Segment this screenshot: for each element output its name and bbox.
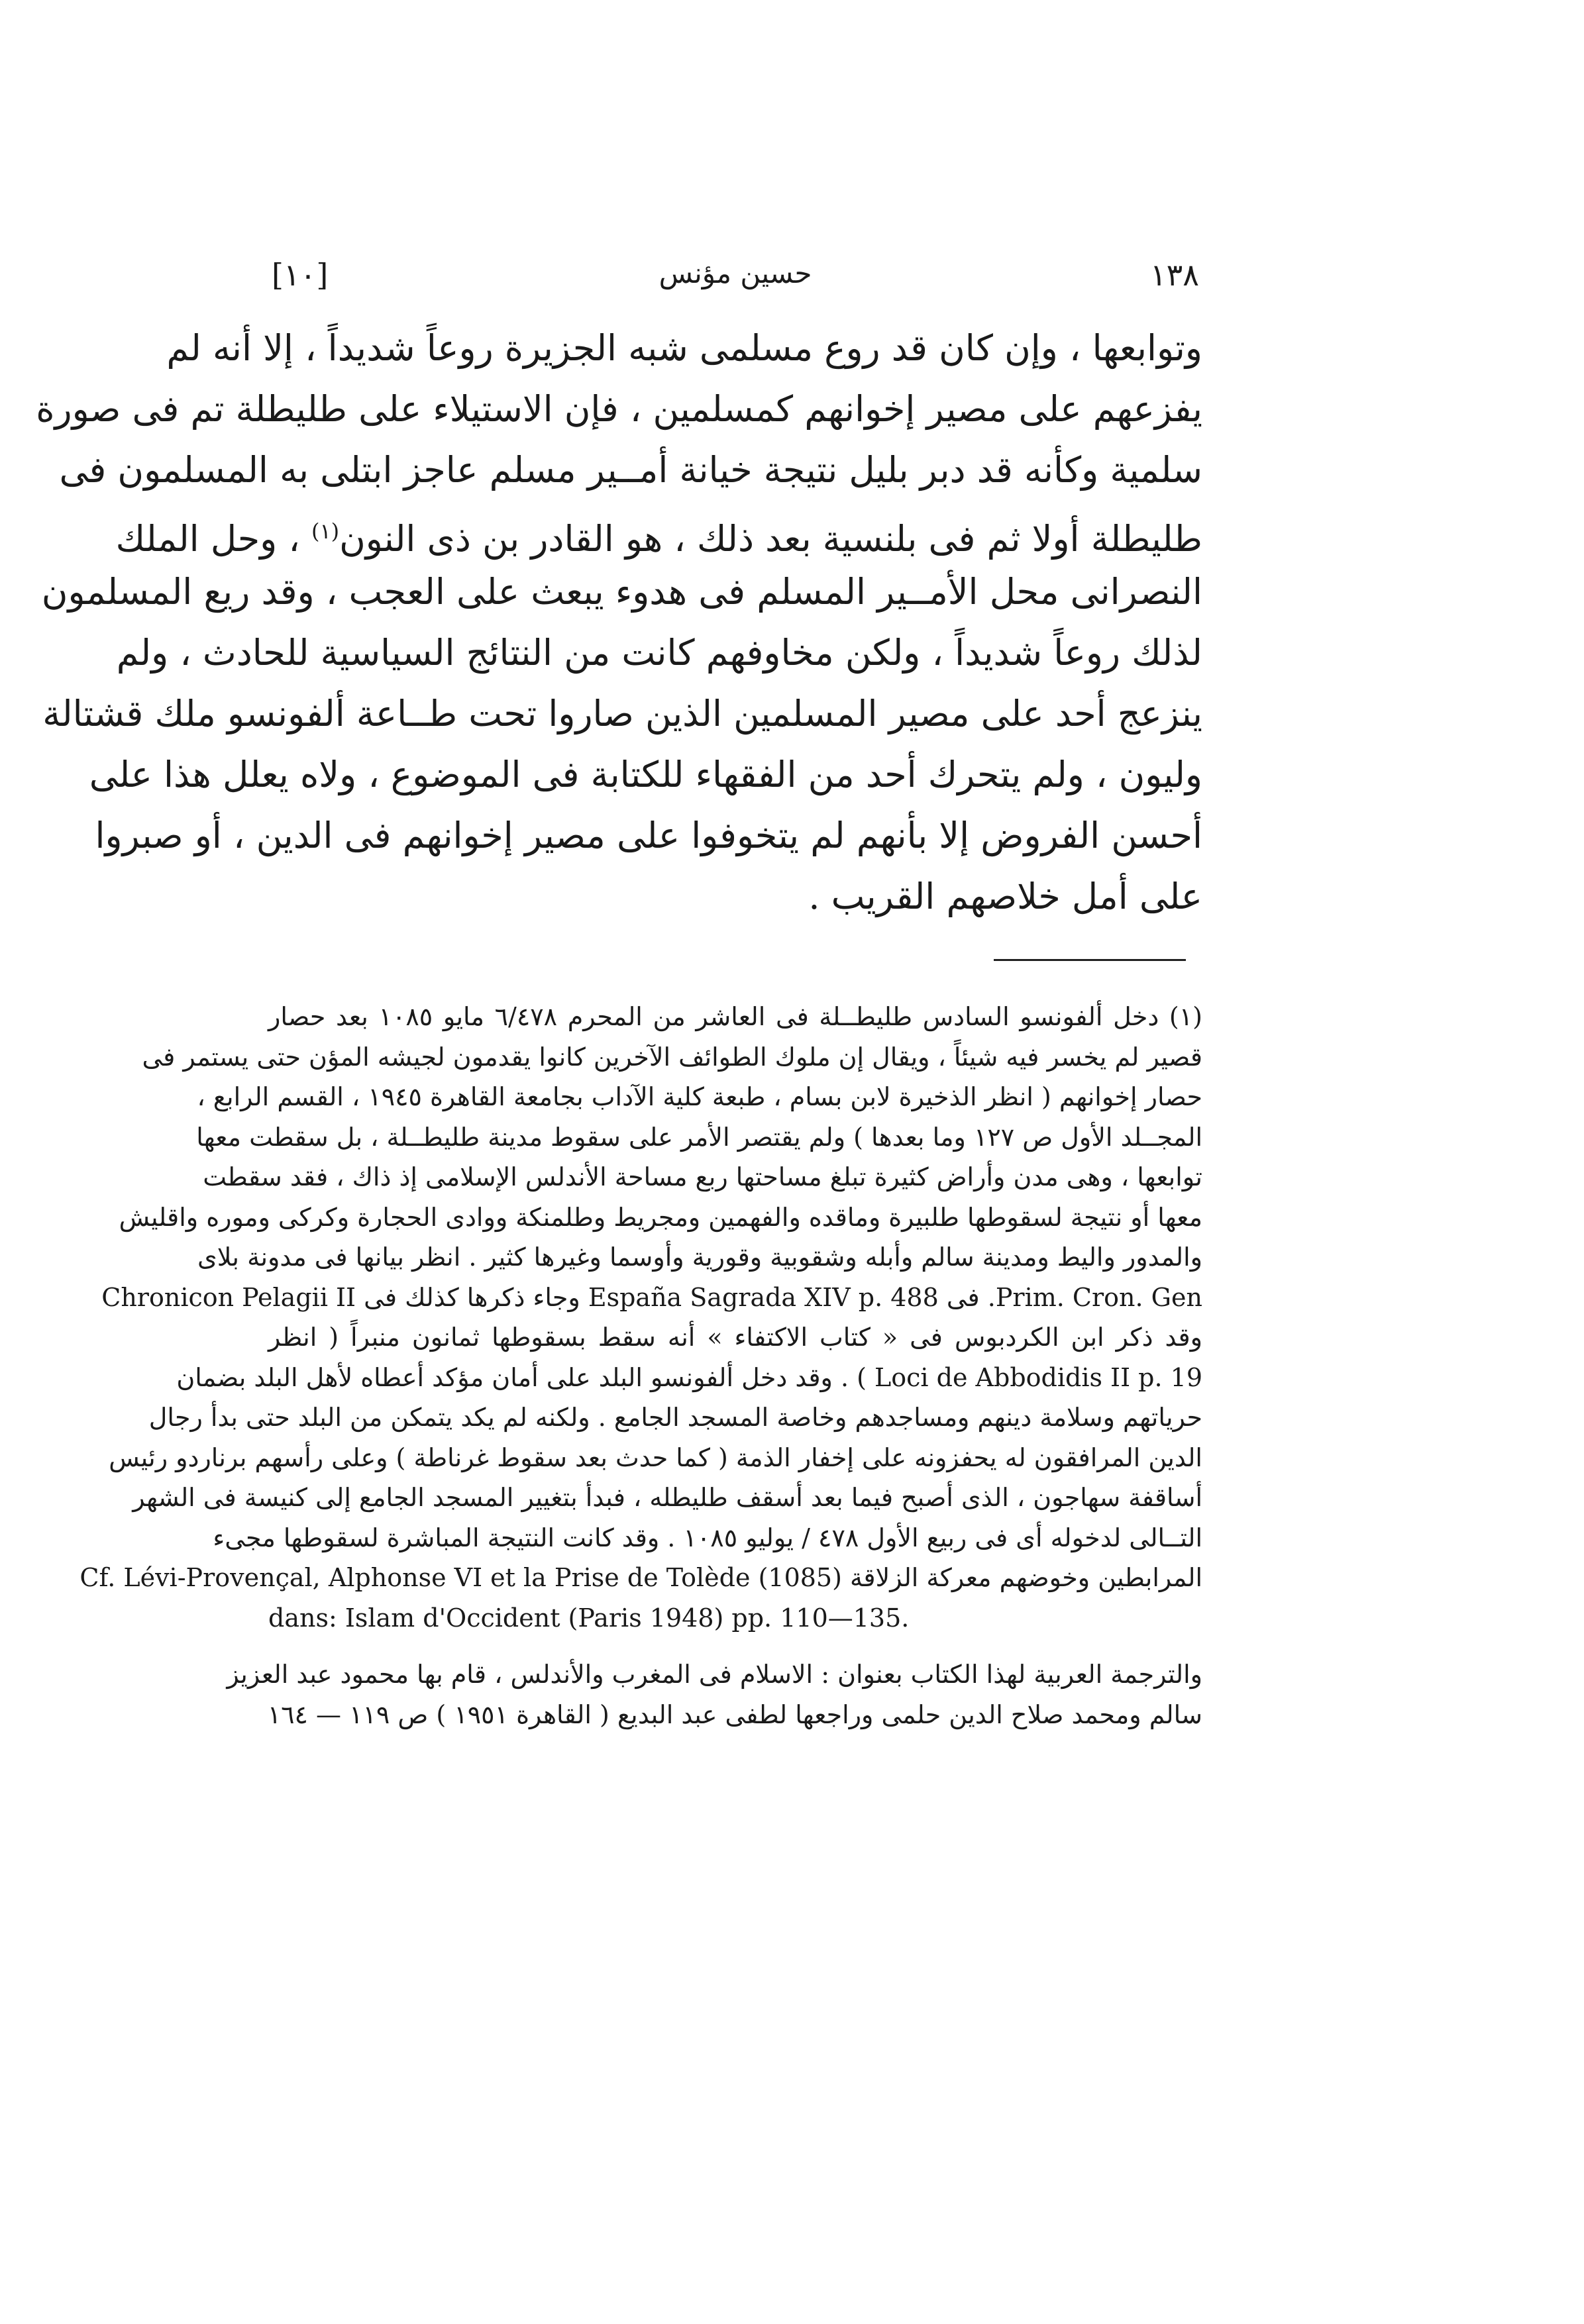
footnote-line: الدين المرافقون له يحفزونه على إخفار الذمة ( كما حدث بعد سقوط غرناطة ) وعلى رأسهم برناردو رئيس xyxy=(109,1442,1202,1472)
footnote-line: المرابطين وخوضهم معركة الزلاقة Cf. Lévi-Provençal, Alphonse VI et la Prise de Tolède (1085) xyxy=(79,1563,1202,1592)
footnote-line: قصير لم يخسر فيه شيئاً ، ويقال إن ملوك الطوائف الآخرين كانوا يقدمون لجيشه المؤن حتى يستمر فى xyxy=(142,1042,1202,1072)
footnote-line: معها أو نتيجة لسقوطها طلبيرة وماقده والفهمين ومجريط وطلمنكة ووادى الحجارة وكركى وموره واقليش xyxy=(119,1202,1202,1232)
footnote-line: Loci de Abbodidis II p. 19 ) . وقد دخل ألفونسو البلد على أمان مؤكد أعطاه لأهل البلد بضمان xyxy=(176,1362,1202,1392)
body-line: لذلك روعاً شديداً ، ولكن مخاوفهم كانت من النتائج السياسية للحادث ، ولم xyxy=(116,632,1202,674)
running-head-author: حسين مؤنس xyxy=(659,257,812,289)
body-line-text-tail: ، وحل الملك xyxy=(115,518,300,560)
translation-note-line: والترجمة العربية لهذا الكتاب بعنوان : الاسلام فى المغرب والأندلس ، قام بها محمود عبد العزيز xyxy=(227,1660,1202,1689)
body-line: يفزعهم على مصير إخوانهم كمسلمين ، فإن الاستيلاء على طليطلة تم فى صورة xyxy=(36,388,1202,430)
footnotes xyxy=(79,997,1202,1735)
footnote-line: (١) دخل ألفونسو السادس طليطــلة فى العاشر من المحرم ٦/٤٧٨ مايو ١٠٨٥ بعد حصار xyxy=(268,1002,1202,1031)
body-line: وليون ، ولم يتحرك أحد من الفقهاء للكتابة فى الموضوع ، ولاه يعلل هذا على xyxy=(89,754,1202,795)
footnote-line: وقد ذكر ابن الكردبوس فى « كتاب الاكتفاء » أنه سقط بسقوطها ثمانون منبراً ( انظر xyxy=(268,1323,1202,1352)
footnote-line-latin: dans: Islam d'Occident (Paris 1948) pp. 110—135. xyxy=(268,1603,910,1633)
footnote-line: المجــلد الأول ص ١٢٧ وما بعدها ) ولم يقتصر الأمر على سقوط مدينة طليطــلة ، بل سقطت معها xyxy=(196,1122,1202,1152)
body-line: ينزعج أحد على مصير المسلمين الذين صاروا تحت طــاعة ألفونسو ملك قشتالة xyxy=(42,693,1202,734)
body-line: على أمل خلاصهم القريب . xyxy=(808,876,1202,917)
page-header xyxy=(272,257,1199,303)
footnote-gap xyxy=(268,1638,1202,1654)
body-line: النصرانى محل الأمــير المسلم فى هدوء يبعث على العجب ، وقد ريع المسلمون xyxy=(41,571,1202,613)
footnote-separator-rule xyxy=(994,959,1186,961)
footnote-line: Prim. Cron. Gen. فى España Sagrada XIV p. 488 وجاء ذكرها كذلك فى Chronicon Pelagii II xyxy=(101,1282,1202,1312)
footnote-line: والمدور واليط ومدينة سالم وأبله وشقوبية وقورية وأوسما وغيرها كثير . انظر بيانها فى مدونة بلاى xyxy=(197,1242,1202,1272)
translation-note-line: سالم ومحمد صلاح الدين حلمى وراجعها لطفى عبد البديع ( القاهرة ١٩٥١ ) ص ١١٩ — ١٦٤ xyxy=(267,1699,1202,1729)
body-line-with-footnote xyxy=(115,501,1202,562)
page-number: ١٣٨ xyxy=(1149,257,1199,293)
footnote-line: أساقفة سهاجون ، الذى أصبح فيما بعد أسقف طليطله ، فبدأ بتغيير المسجد الجامع إلى كنيسة فى الشهر xyxy=(132,1483,1202,1512)
footnote-line: حرياتهم وسلامة دينهم ومساجدهم وخاصة المسجد الجامع . ولكنه لم يكد يتمكن من البلد حتى بدأ رجال xyxy=(148,1403,1202,1432)
body-line: وتوابعها ، وإن كان قد روع مسلمى شبه الجزيرة روعاً شديداً ، إلا أنه لم xyxy=(166,327,1202,369)
body-line-text: طليطلة أولا ثم فى بلنسية بعد ذلك ، هو القادر بن ذى النون xyxy=(339,518,1202,560)
section-bracket-number: [١٠] xyxy=(272,257,329,293)
footnote-line: التــالى لدخوله أى فى ربيع الأول ٤٧٨ / يوليو ١٠٨٥ . وقد كانت النتيجة المباشرة لسقوطها مجىء xyxy=(213,1523,1202,1552)
body-line: أحسن الفروض إلا بأنهم لم يتخوفوا على مصير إخوانهم فى الدين ، أو صبروا xyxy=(95,815,1202,856)
footnote-reference: (١) xyxy=(311,519,340,544)
footnote-line: حصار إخوانهم ( انظر الذخيرة لابن بسام ، طبعة كلية الآداب بجامعة القاهرة ١٩٤٥ ، القسم الرابع ، xyxy=(197,1082,1202,1111)
body-line: سلمية وكأنه قد دبر بليل نتيجة خيانة أمــير مسلم عاجز ابتلى به المسلمون فى xyxy=(59,449,1202,491)
main-paragraph xyxy=(36,318,1202,927)
footnote-line: توابعها ، وهى مدن وأراض كثيرة تبلغ مساحتها ربع مساحة الأندلس الإسلامى إذ ذاك ، فقد سقطت xyxy=(203,1162,1202,1191)
